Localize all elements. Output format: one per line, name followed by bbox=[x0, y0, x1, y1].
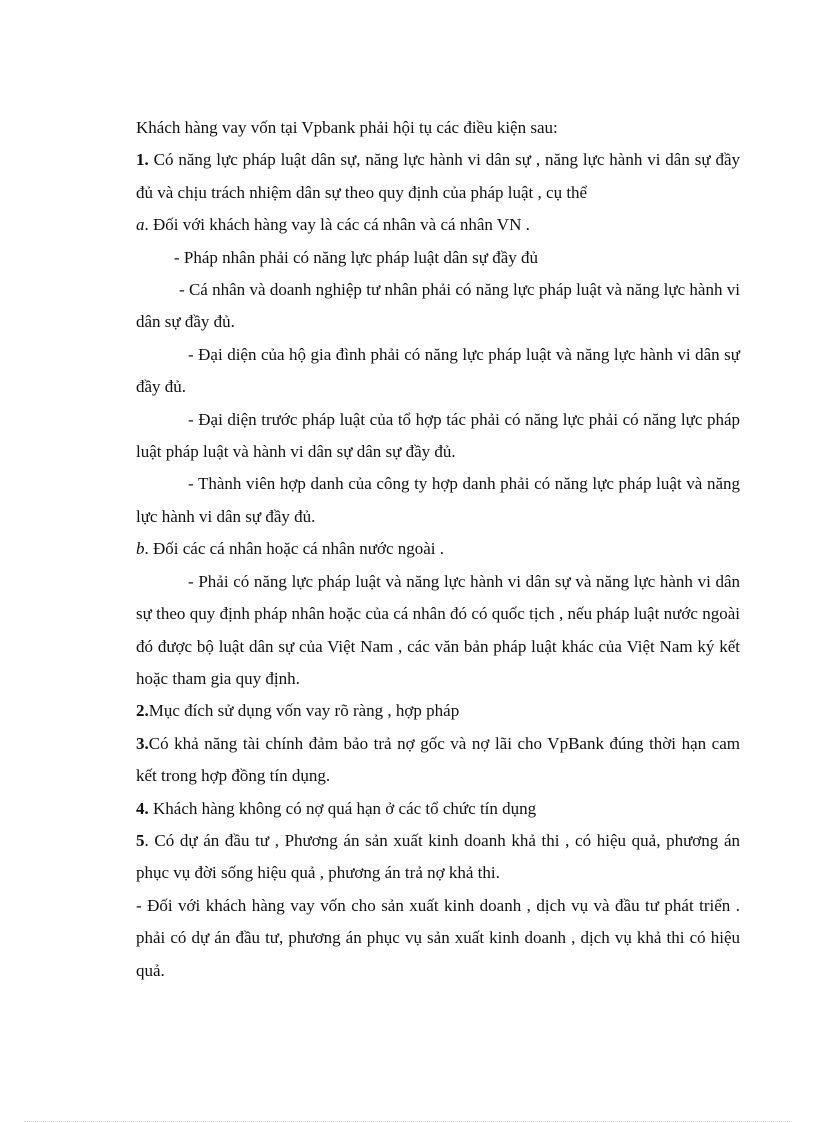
condition-3-text: Có khả năng tài chính đảm bảo trả nợ gốc và nợ lãi cho VpBank đúng thời hạn cam kết trong hợp đồng tín dụng. bbox=[136, 733, 740, 786]
condition-1b-letter: b bbox=[136, 539, 145, 559]
condition-1b-item: - Phải có năng lực pháp luật và năng lực hành vi dân sự và năng lực hành vi dân sự theo quy định pháp nhân hoặc của cá nhân đó có quốc tịch , nếu pháp luật nước ngoài đó được bộ luật dân sự của Việt Nam , các văn bản pháp luật khác của Việt Nam ký kết hoặc tham gia quy định. bbox=[136, 571, 740, 688]
condition-3 bbox=[136, 728, 740, 793]
condition-5 bbox=[136, 825, 740, 890]
condition-3-number: 3. bbox=[136, 733, 149, 753]
condition-1 bbox=[136, 144, 740, 209]
condition-4-text: Khách hàng không có nợ quá hạn ở các tổ chức tín dụng bbox=[148, 798, 537, 818]
condition-4-number: 4. bbox=[136, 798, 149, 818]
condition-1b-text: . Đối các cá nhân hoặc cá nhân nước ngoài . bbox=[144, 539, 445, 559]
condition-4 bbox=[136, 793, 740, 825]
condition-1a-text: . Đối với khách hàng vay là các cá nhân và cá nhân VN . bbox=[144, 215, 530, 235]
condition-1a-item-private-enterprise: - Cá nhân và doanh nghiệp tư nhân phải có năng lực pháp luật và năng lực hành vi dân sự đầy đủ. bbox=[136, 280, 740, 332]
condition-2-number: 2. bbox=[136, 701, 149, 721]
condition-1a-item-household: - Đại diện của hộ gia đình phải có năng lực pháp luật và năng lực hành vi dân sự đầy đủ. bbox=[136, 344, 740, 397]
intro-paragraph: Khách hàng vay vốn tại Vpbank phải hội tụ các điều kiện sau: bbox=[136, 118, 558, 137]
page-bottom-divider bbox=[24, 1121, 792, 1122]
condition-1a bbox=[136, 209, 740, 241]
condition-5-number: 5 bbox=[136, 830, 145, 850]
condition-1-text: Có năng lực pháp luật dân sự, năng lực hành vi dân sự , năng lực hành vi dân sự đầy đủ và chịu trách nhiệm dân sự theo quy định của pháp luật , cụ thể bbox=[136, 150, 740, 202]
condition-1-number: 1. bbox=[136, 150, 149, 170]
condition-1a-item-legal-entity: - Pháp nhân phải có năng lực pháp luật dân sự đầy đủ bbox=[174, 247, 539, 267]
condition-1b bbox=[136, 533, 740, 565]
document-body bbox=[136, 112, 740, 987]
condition-2 bbox=[136, 695, 740, 727]
condition-5-text: . Có dự án đầu tư , Phương án sản xuất kinh doanh khả thi , có hiệu quả, phương án phục vụ đời sống hiệu quả , phương án trả nợ khả thi. bbox=[136, 830, 740, 883]
condition-1a-item-cooperative: - Đại diện trước pháp luật của tổ hợp tác phải có năng lực phải có năng lực pháp luật pháp luật và hành vi dân sự dân sự đầy đủ. bbox=[136, 409, 740, 462]
condition-5-item: - Đối với khách hàng vay vốn cho sản xuất kinh doanh , dịch vụ và đầu tư phát triển . phải có dự án đầu tư, phương án phục vụ sản xuất kinh doanh , dịch vụ khả thi có hiệu quả. bbox=[136, 895, 740, 980]
condition-1a-item-partnership: - Thành viên hợp danh của công ty hợp danh phải có năng lực pháp luật và năng lực hành vi dân sự đầy đủ. bbox=[136, 474, 740, 526]
condition-2-text: Mục đích sử dụng vốn vay rõ ràng , hợp pháp bbox=[148, 701, 460, 721]
condition-1a-letter: a bbox=[136, 215, 145, 235]
